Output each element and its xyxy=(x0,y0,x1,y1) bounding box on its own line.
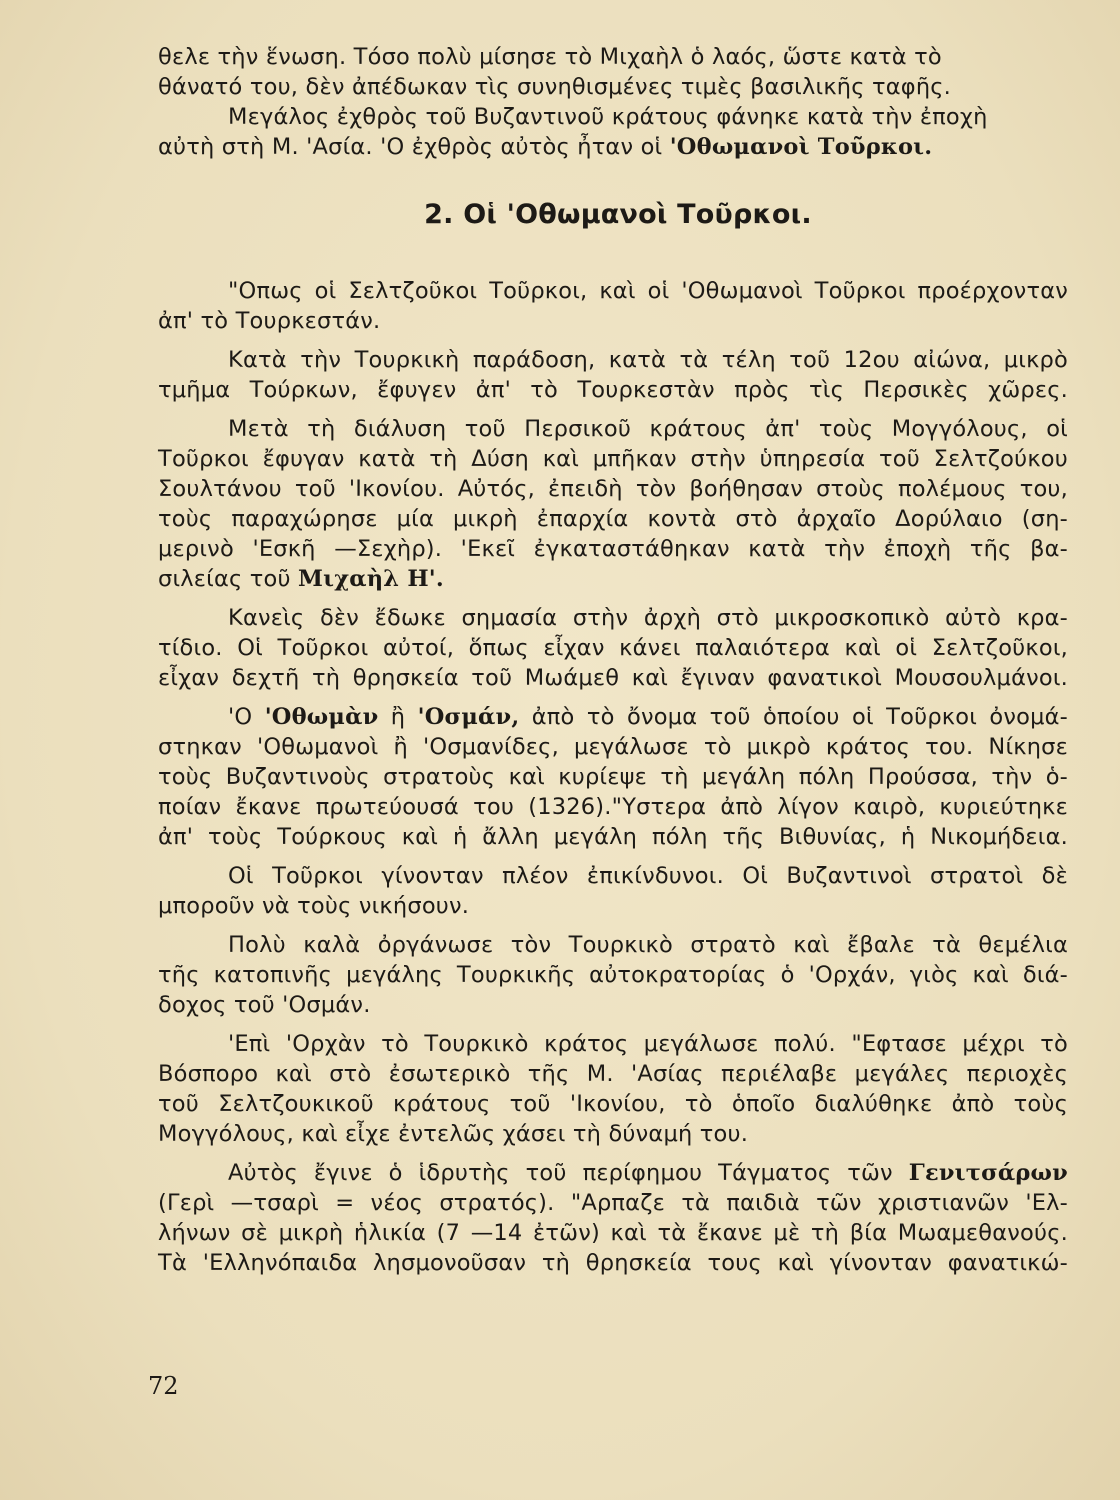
text-line xyxy=(158,1158,1068,1188)
text-line xyxy=(158,891,1068,921)
text-run: τοὺς παραχώρησε μία μικρὴ ἐπαρχία κοντὰ στὸ ἀρχαῖο Δορύλαιο (ση- xyxy=(158,506,1068,532)
text-run: εἶχαν δεχτῆ τὴ θρησκεία τοῦ Μωάμεθ καὶ ἔγιναν φανατικοὶ Μουσουλμάνοι. xyxy=(158,665,1068,691)
text-run: Οἱ Τοῦρκοι γίνονταν πλέον ἐπικίνδυνοι. Οἱ Βυζαντινοὶ στρατοὶ δὲ xyxy=(228,863,1068,889)
text-run: θελε τὴν ἕνωση. Τόσο πολὺ μίσησε τὸ Μιχαὴλ ὁ λαός, ὥστε κατὰ τὸ xyxy=(158,44,942,70)
page-text xyxy=(158,42,1068,1278)
bold-term: Γενιτσάρων xyxy=(908,1160,1068,1186)
text-run: 'Επὶ 'Ορχὰν τὸ Τουρκικὸ κράτος μεγάλωσε πολύ. "Εφτασε μέχρι τὸ xyxy=(228,1031,1068,1057)
bold-term: 'Οσμάν, xyxy=(417,704,520,730)
text-run: Βόσπορο καὶ στὸ ἐσωτερικὸ τῆς Μ. 'Ασίας περιέλαβε μεγάλες περιοχὲς xyxy=(158,1061,1068,1087)
text-run: ἀπὸ τὸ ὄνομα τοῦ ὁποίου οἱ Τοῦρκοι ὀνομά- xyxy=(519,704,1068,730)
text-line xyxy=(158,306,1068,336)
text-run: Κατὰ τὴν Τουρκικὴ παράδοση, κατὰ τὰ τέλη τοῦ 12ου αἰώνα, μικρὸ xyxy=(228,347,1068,373)
text-line xyxy=(158,960,1068,990)
text-run: σιλείας τοῦ xyxy=(158,566,299,592)
text-line xyxy=(158,276,1068,306)
text-line xyxy=(158,762,1068,792)
text-run: Κανεὶς δὲν ἔδωκε σημασία στὴν ἀρχὴ στὸ μικροσκοπικὸ αὐτὸ κρα- xyxy=(228,605,1068,631)
text-line xyxy=(158,102,1068,132)
text-line xyxy=(158,375,1068,405)
text-run: λήνων σὲ μικρὴ ἡλικία (7 —14 ἐτῶν) καὶ τὰ ἔκανε μὲ τὴ βία Μωαμεθανούς. xyxy=(158,1220,1068,1246)
text-run: αὐτὴ στὴ Μ. 'Ασία. 'Ο ἐχθρὸς αὐτὸς ἦταν οἱ xyxy=(158,134,670,160)
text-run: "Οπως οἱ Σελτζοῦκοι Τοῦρκοι, καὶ οἱ 'Οθωμανοὶ Τοῦρκοι προέρχονταν xyxy=(228,278,1068,304)
text-run: ἢ xyxy=(378,704,418,730)
text-before-heading xyxy=(158,42,1068,162)
text-run: Τὰ 'Ελληνόπαιδα λησμονοῦσαν τὴ θρησκεία τους καὶ γίνονταν φανατικώ- xyxy=(158,1250,1068,1276)
text-run: τίδιο. Οἱ Τοῦρκοι αὐτοί, ὅπως εἶχαν κάνει παλαιότερα καὶ οἱ Σελτζοῦκοι, xyxy=(158,635,1068,661)
text-line xyxy=(158,792,1068,822)
text-line xyxy=(158,564,1068,594)
bold-term: Μιχαὴλ Η'. xyxy=(298,566,444,592)
text-run: Μεγάλος ἐχθρὸς τοῦ Βυζαντινοῦ κράτους φάνηκε κατὰ τὴν ἐποχὴ xyxy=(228,104,988,130)
bold-term: 'Οθωμὰν xyxy=(264,704,379,730)
text-line xyxy=(158,42,1068,72)
bold-term: 'Οθωμανοὶ Τοῦρκοι. xyxy=(669,134,933,160)
text-line xyxy=(158,1188,1068,1218)
text-run: ἀπ' τοὺς Τούρκους καὶ ἡ ἄλλη μεγάλη πόλη τῆς Βιθυνίας, ἡ Νικομήδεια. xyxy=(158,824,1068,850)
text-line xyxy=(158,702,1068,732)
text-line xyxy=(158,504,1068,534)
text-run: τμῆμα Τούρκων, ἔφυγεν ἀπ' τὸ Τουρκεστὰν πρὸς τὶς Περσικὲς χῶρες. xyxy=(158,377,1068,403)
text-line xyxy=(158,633,1068,663)
text-line xyxy=(158,663,1068,693)
text-run: μποροῦν νὰ τοὺς νικήσουν. xyxy=(158,893,470,919)
text-run: Μετὰ τὴ διάλυση τοῦ Περσικοῦ κράτους ἀπ' τοὺς Μογγόλους, οἱ xyxy=(228,416,1068,442)
text-line xyxy=(158,474,1068,504)
text-line xyxy=(158,732,1068,762)
text-run: 'Ο xyxy=(228,704,265,730)
text-line xyxy=(158,72,1068,102)
text-line xyxy=(158,132,1068,162)
text-line xyxy=(158,990,1068,1020)
text-line xyxy=(158,1029,1068,1059)
text-run: μερινὸ 'Εσκῆ —Σεχὴρ). 'Εκεῖ ἐγκαταστάθηκαν κατὰ τὴν ἐποχὴ τῆς βα- xyxy=(158,536,1068,562)
text-line xyxy=(158,1119,1068,1149)
text-run: ἀπ' τὸ Τουρκεστάν. xyxy=(158,308,381,334)
text-run: Πολὺ καλὰ ὀργάνωσε τὸν Τουρκικὸ στρατὸ καὶ ἔβαλε τὰ θεμέλια xyxy=(228,932,1068,958)
text-run: στηκαν 'Οθωμανοὶ ἢ 'Οσμανίδες, μεγάλωσε τὸ μικρὸ κράτος του. Νίκησε xyxy=(158,734,1068,760)
text-run: δοχος τοῦ 'Οσμάν. xyxy=(158,992,371,1018)
text-line xyxy=(158,534,1068,564)
section-heading: 2. Οἱ 'Οθωμανοὶ Τοῦρκοι. xyxy=(424,199,812,230)
text-line xyxy=(158,345,1068,375)
text-line xyxy=(158,603,1068,633)
text-line xyxy=(158,861,1068,891)
text-line xyxy=(158,444,1068,474)
text-run: Σουλτάνου τοῦ 'Ικονίου. Αὐτός, ἐπειδὴ τὸν βοήθησαν στοὺς πολέμους του, xyxy=(158,476,1068,502)
text-run: Αὐτὸς ἔγινε ὁ ἱδρυτὴς τοῦ περίφημου Τάγματος τῶν xyxy=(228,1160,909,1186)
text-line xyxy=(158,1089,1068,1119)
page-number: 72 xyxy=(148,1372,179,1400)
text-line xyxy=(158,930,1068,960)
text-line xyxy=(158,1248,1068,1278)
text-line xyxy=(158,1218,1068,1248)
text-run: Τοῦρκοι ἔφυγαν κατὰ τὴ Δύση καὶ μπῆκαν στὴν ὑπηρεσία τοῦ Σελτζούκου xyxy=(158,446,1068,472)
text-run: τοὺς Βυζαντινοὺς στρατοὺς καὶ κυρίεψε τὴ μεγάλη πόλη Προύσσα, τὴν ὁ- xyxy=(158,764,1068,790)
text-line xyxy=(158,822,1068,852)
text-run: τῆς κατοπινῆς μεγάλης Τουρκικῆς αὐτοκρατορίας ὁ 'Ορχάν, γιὸς καὶ διά- xyxy=(158,962,1068,988)
text-line xyxy=(158,414,1068,444)
text-run: ποίαν ἔκανε πρωτεύουσά του (1326)."Υστερα ἀπὸ λίγον καιρὸ, κυριεύτηκε xyxy=(158,794,1068,820)
text-run: θάνατό του, δὲν ἀπέδωκαν τὶς συνηθισμένες τιμὲς βασιλικῆς ταφῆς. xyxy=(158,74,952,100)
text-run: (Γερὶ —τσαρὶ = νέος στρατός). "Αρπαζε τὰ παιδιὰ τῶν χριστιανῶν 'Ελ- xyxy=(158,1190,1068,1216)
text-run: Μογγόλους, καὶ εἶχε ἐντελῶς χάσει τὴ δύναμή του. xyxy=(158,1121,749,1147)
text-after-heading xyxy=(158,276,1068,1278)
text-line xyxy=(158,1059,1068,1089)
text-run: τοῦ Σελτζουκικοῦ κράτους τοῦ 'Ικονίου, τὸ ὁποῖο διαλύθηκε ἀπὸ τοὺς xyxy=(158,1091,1068,1117)
